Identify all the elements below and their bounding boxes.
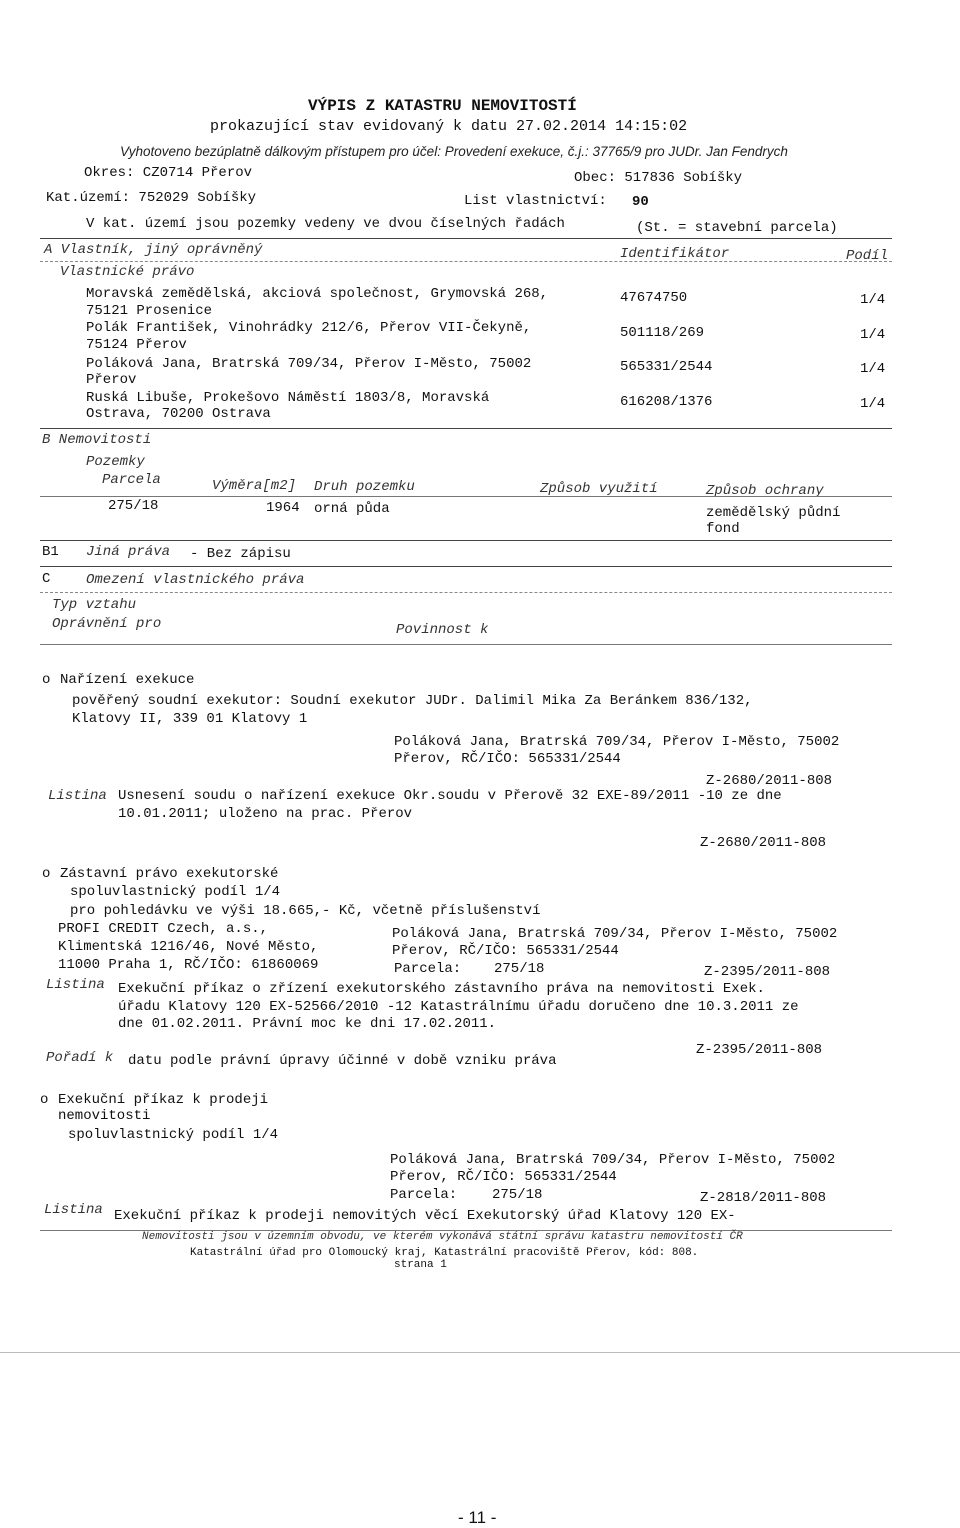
owner-3-line2: Přerov (86, 372, 137, 388)
parcel-protection-1: zemědělský půdní (706, 505, 841, 521)
page-number: - 11 - (458, 1508, 497, 1527)
entry-2-bullet: o (42, 866, 51, 882)
entry-2-poradi-text: datu podle právní úpravy účinné v době vzniku práva (128, 1053, 557, 1069)
povinnost-k-header: Povinnost k (396, 622, 489, 638)
owner-2-identifier: 501118/269 (620, 325, 705, 341)
entry-1-listina-label: Listina (48, 788, 107, 804)
owner-3-line1: Poláková Jana, Bratrská 709/34, Přerov I-Město, 75002 (86, 356, 532, 372)
druh-column-header: Druh pozemku (314, 479, 415, 495)
entry-3-title1: Exekuční příkaz k prodeji (58, 1092, 269, 1108)
opravneni-pro-header: Oprávnění pro (52, 616, 162, 632)
entry-3-party1: Poláková Jana, Bratrská 709/34, Přerov I-Město, 75002 (390, 1152, 836, 1168)
entry-3-title2: nemovitosti (58, 1108, 151, 1124)
entry-3-parcela-label: Parcela: (390, 1187, 458, 1203)
section-b1-rule (40, 540, 892, 541)
section-b-rule (40, 428, 892, 429)
section-a-header-rule (40, 261, 892, 262)
section-b1-label: B1 (42, 544, 59, 560)
identifier-column-header: Identifikátor (620, 246, 730, 262)
access-note: Vyhotoveno bezúplatně dálkovým přístupem pro účel: Provedení exekuce, č.j.: 37765/9 pro JUDr. Jan Fendrych (120, 144, 788, 159)
vyuziti-column-header: Způsob využití (540, 481, 658, 497)
entry-2-line2: pro pohledávku ve výši 18.665,- Kč, včetně příslušenství (70, 903, 541, 919)
entry-1-ref1: Z-2680/2011-808 (706, 773, 833, 789)
entry-2-listina2: úřadu Klatovy 120 EX-52566/2010 -12 Katastrálnímu úřadu doručeno dne 10.3.2011 ze (118, 999, 799, 1015)
parcel-number: 275/18 (108, 498, 159, 514)
owner-1-line1: Moravská zemědělská, akciová společnost, Grymovská 268, (86, 286, 549, 302)
typ-vztahu-header: Typ vztahu (52, 597, 137, 613)
entry-2-listina1: Exekuční příkaz o zřízení exekutorského zástavního práva na nemovitosti Exek. (118, 981, 765, 997)
list-vlastnictvi-label: List vlastnictví: (464, 193, 607, 209)
entry-2-title: Zástavní právo exekutorské (60, 866, 279, 882)
parcel-area: 1964 (266, 500, 300, 516)
section-c-rule (40, 566, 892, 567)
entry-3-bullet: o (40, 1092, 49, 1108)
section-c-header-rule (40, 644, 892, 645)
footer-office: Katastrální úřad pro Olomoucký kraj, Katastrální pracoviště Přerov, kód: 808. (190, 1247, 699, 1259)
owner-4-line2: Ostrava, 70200 Ostrava (86, 406, 271, 422)
entry-2-party1: Poláková Jana, Bratrská 709/34, Přerov I-Město, 75002 (392, 926, 838, 942)
owner-1-identifier: 47674750 (620, 290, 688, 306)
entry-3-parcela-value: 275/18 (492, 1187, 543, 1203)
vymera-column-header: Výměra[m2] (212, 478, 297, 494)
section-c-heading: Omezení vlastnického práva (86, 572, 305, 588)
entry-2-party2: Přerov, RČ/IČO: 565331/2544 (392, 943, 619, 959)
owner-1-share: 1/4 (860, 292, 886, 308)
obec: Obec: 517836 Sobíšky (574, 170, 743, 186)
document-title: VÝPIS Z KATASTRU NEMOVITOSTÍ (308, 97, 577, 115)
owner-2-share: 1/4 (860, 327, 886, 343)
section-c-subrule (40, 592, 892, 593)
section-b1-value: - Bez zápisu (190, 546, 291, 562)
status-line: prokazující stav evidovaný k datu 27.02.2014 14:15:02 (210, 118, 688, 135)
ownership-subheading: Vlastnické právo (60, 264, 195, 280)
entry-1-line1: pověřený soudní exekutor: Soudní exekutor JUDr. Dalimil Mika Za Beránkem 836/132, (72, 693, 753, 709)
entry-2-ref1: Z-2395/2011-808 (704, 964, 831, 980)
entry-3-listina-label: Listina (44, 1202, 103, 1218)
entry-2-ref2: Z-2395/2011-808 (696, 1042, 823, 1058)
parcela-column-header: Parcela (102, 472, 161, 488)
owner-4-share: 1/4 (860, 396, 886, 412)
owner-3-identifier: 565331/2544 (620, 359, 713, 375)
entry-3-party2: Přerov, RČ/IČO: 565331/2544 (390, 1169, 617, 1185)
owner-4-identifier: 616208/1376 (620, 394, 713, 410)
entry-2-listina3: dne 01.02.2011. Právní moc ke dni 17.02.2011. (118, 1016, 497, 1032)
section-b-heading: B Nemovitosti (42, 432, 152, 448)
owner-2-line1: Polák František, Vinohrádky 212/6, Přerov VII-Čekyně, (86, 320, 532, 336)
entry-1-line2: Klatovy II, 339 01 Klatovy 1 (72, 711, 308, 727)
entry-1-party2: Přerov, RČ/IČO: 565331/2544 (394, 751, 621, 767)
section-c-label: C (42, 571, 51, 587)
entry-1-listina1: Usnesení soudu o nařízení exekuce Okr.soudu v Přerově 32 EXE-89/2011 -10 ze dne (118, 788, 782, 804)
entry-3-line1: spoluvlastnický podíl 1/4 (68, 1127, 279, 1143)
scan-edge-rule (0, 1352, 960, 1353)
footer-page: strana 1 (394, 1259, 447, 1271)
entry-2-creditor1: PROFI CREDIT Czech, a.s., (58, 921, 269, 937)
series-note: V kat. území jsou pozemky vedeny ve dvou číselných řadách (86, 216, 565, 232)
entry-2-poradi-label: Pořadí k (46, 1050, 114, 1066)
list-vlastnictvi-value: 90 (632, 194, 649, 210)
pozemky-subheading: Pozemky (86, 454, 145, 470)
entry-2-line1: spoluvlastnický podíl 1/4 (70, 884, 281, 900)
owner-4-line1: Ruská Libuše, Prokešovo Náměstí 1803/8, Moravská (86, 390, 490, 406)
parcel-protection-2: fond (706, 521, 740, 537)
section-b-header-rule (40, 496, 892, 497)
parcel-type: orná půda (314, 501, 390, 517)
ochrana-column-header: Způsob ochrany (706, 483, 824, 499)
entry-3-ref1: Z-2818/2011-808 (700, 1190, 827, 1206)
owner-3-share: 1/4 (860, 361, 886, 377)
owner-1-line2: 75121 Prosenice (86, 303, 213, 319)
owner-2-line2: 75124 Přerov (86, 337, 187, 353)
stavebni-parcela-note: (St. = stavební parcela) (636, 220, 838, 236)
entry-3-listina1: Exekuční příkaz k prodeji nemovitých věcí Exekutorský úřad Klatovy 120 EX- (114, 1208, 736, 1224)
entry-1-party1: Poláková Jana, Bratrská 709/34, Přerov I-Město, 75002 (394, 734, 840, 750)
section-b1-heading: Jiná práva (86, 544, 171, 560)
entry-2-parcela-label: Parcela: (394, 961, 462, 977)
entry-1-bullet: o (42, 672, 51, 688)
okres: Okres: CZ0714 Přerov (84, 165, 253, 181)
kat-uzemi: Kat.území: 752029 Sobíšky (46, 190, 257, 206)
entry-2-listina-label: Listina (46, 977, 105, 993)
entry-1-title: Nařízení exekuce (60, 672, 195, 688)
entry-2-creditor2: Klimentská 1216/46, Nové Město, (58, 939, 319, 955)
footer-note: Nemovitosti jsou v územním obvodu, ve kterém vykonává státní správu katastru nemovitostí ČR (142, 1231, 743, 1243)
share-column-header: Podíl (846, 248, 889, 264)
entry-1-listina2: 10.01.2011; uloženo na prac. Přerov (118, 806, 413, 822)
section-a-heading: A Vlastník, jiný oprávněný (44, 242, 263, 258)
entry-2-creditor3: 11000 Praha 1, RČ/IČO: 61860069 (58, 957, 319, 973)
section-a-rule (40, 238, 892, 239)
entry-1-ref2: Z-2680/2011-808 (700, 835, 827, 851)
entry-2-parcela-value: 275/18 (494, 961, 545, 977)
